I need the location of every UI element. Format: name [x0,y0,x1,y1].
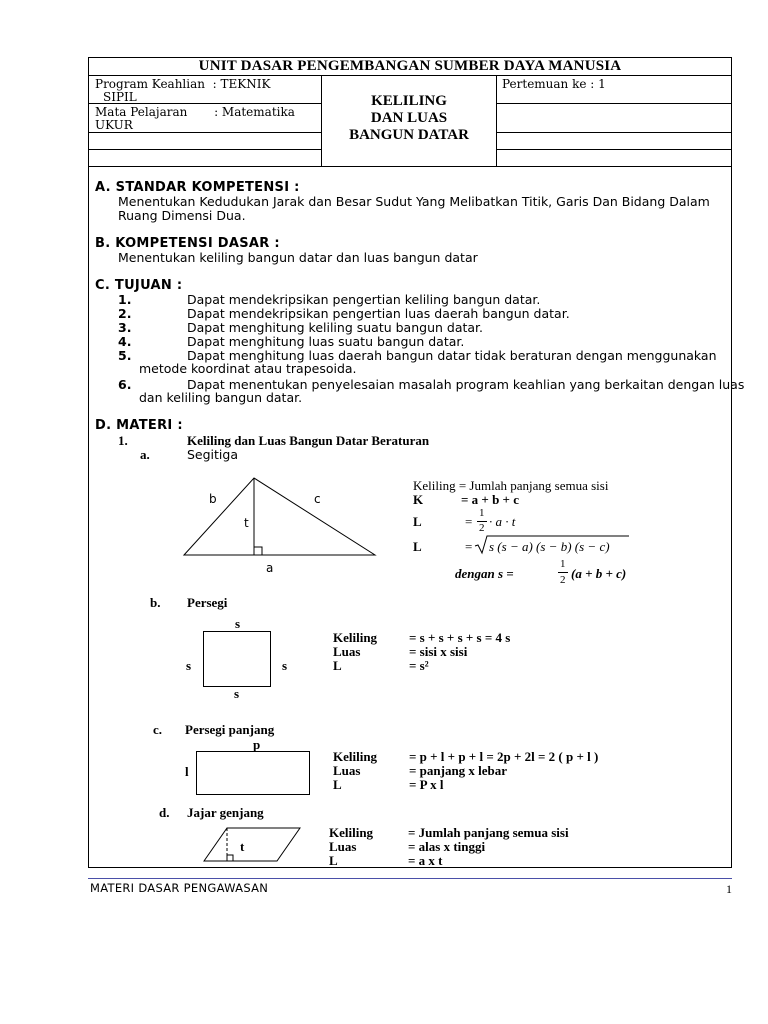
segitiga-l1-eq: = [465,514,473,529]
persegi-panjang-row-3-label: L [333,777,342,792]
tujuan-5-num: 5. [118,348,132,363]
section-b-text: Menentukan keliling bangun datar dan luas bangun datar [118,250,478,265]
jajar-genjang-row-2-value: = alas x tinggi [408,839,486,854]
rectangle-figure [196,751,310,795]
segitiga-l2-expr: s (s − a) (s − b) (s − c) [489,539,610,554]
footer-text: MATERI DASAR PENGAWASAN [90,881,269,895]
parallelogram-label-t: t [240,839,245,854]
segitiga-l2-eq: = [465,539,473,554]
persegi-panjang-row-1-value: = p + l + p + l = 2p + 2l = 2 ( p + l ) [409,749,599,764]
tujuan-3-num: 3. [118,320,132,335]
segitiga-dengan-den: 2 [560,574,566,586]
tujuan-5-cont: metode koordinat atau trapesoida. [139,361,357,376]
header-rule-right-3 [496,149,732,150]
jajar-genjang-row-3-value: = a x t [408,853,443,868]
section-c-heading: C. TUJUAN : [95,278,183,293]
program-value-cont: SIPIL [103,90,137,104]
segitiga-l1-rest: · a · t [489,514,516,529]
segitiga-dengan-num: 1 [560,558,566,570]
rect-label-l: l [185,764,189,779]
jajar-genjang-title: Jajar genjang [187,805,264,820]
persegi-panjang-row-1-label: Keliling [333,749,378,764]
segitiga-l1-frac-den: 2 [479,522,485,534]
section-d-heading: D. MATERI : [95,418,183,433]
segitiga-l1-label: L [413,514,422,529]
header-rule-left-2 [88,132,322,133]
persegi-panjang-row-2-value: = panjang x lebar [409,763,508,778]
persegi-row-2-label: Luas [333,644,361,659]
section-b-heading: B. KOMPETENSI DASAR : [95,236,280,251]
persegi-title: Persegi [187,595,228,610]
persegi-panjang-num: c. [153,722,163,737]
section-a-heading: A. STANDAR KOMPETENSI : [95,180,300,195]
triangle-label-a: a [266,561,274,575]
persegi-row-3-value: = s² [409,658,429,673]
mapel-value-cont: UKUR [95,118,133,132]
page-frame [88,57,732,868]
jajar-genjang-row-2-label: Luas [329,839,357,854]
jajar-genjang-row-1-value: = Jumlah panjang semua sisi [408,825,569,840]
tujuan-6-text: Dapat menentukan penyelesaian masalah program keahlian yang berkaitan dengan luas [187,377,745,392]
tujuan-4-num: 4. [118,334,132,349]
persegi-panjang-title: Persegi panjang [185,722,275,737]
segitiga-dengan-rest: (a + b + c) [571,566,627,581]
doc-title: KELILING DAN LUAS BANGUN DATAR [349,93,469,143]
persegi-row-1-label: Keliling [333,630,378,645]
persegi-row-3-label: L [333,658,342,673]
square-label-right: s [282,658,288,673]
footer-rule [88,878,732,879]
square-label-bottom: s [234,686,240,701]
jajar-genjang-num: d. [159,805,170,820]
mapel-label: Mata Pelajaran : Matematika [95,105,295,119]
persegi-panjang-row-2-label: Luas [333,763,361,778]
segitiga-k-formula: = a + b + c [461,492,519,507]
materi-1-title: Keliling dan Luas Bangun Datar Beraturan [187,433,430,448]
square-label-top: s [235,616,241,631]
persegi-row-2-value: = sisi x sisi [409,644,468,659]
parallelogram-figure [202,825,304,865]
jajar-genjang-row-1-label: Keliling [329,825,374,840]
tujuan-5-text: Dapat menghitung luas daerah bangun datar tidak beraturan dengan menggunakan [187,348,717,363]
segitiga-k-label: K [413,492,424,507]
tujuan-4-text: Dapat menghitung luas suatu bangun datar. [187,334,465,349]
persegi-panjang-row-3-value: = P x l [409,777,444,792]
org-title: UNIT DASAR PENGEMBANGAN SUMBER DAYA MANUSIA [198,58,622,74]
tujuan-2-num: 2. [118,306,132,321]
header-col-2 [496,75,497,166]
square-figure [203,631,271,687]
header-rule-bottom [88,166,732,167]
materi-1-num: 1. [118,433,128,448]
segitiga-l1-frac-num: 1 [479,507,485,519]
triangle-label-b: b [209,492,217,506]
tujuan-1-text: Dapat mendekripsikan pengertian keliling bangun datar. [187,292,541,307]
square-label-left: s [186,658,192,673]
section-a-text-2: Ruang Dimensi Dua. [118,208,246,223]
header-rule-right-2 [496,132,732,133]
segitiga-dengan-frac-bar [558,572,568,573]
segitiga-l2-label: L [413,539,422,554]
tujuan-6-num: 6. [118,377,132,392]
triangle-label-c: c [314,492,321,506]
program-label: Program Keahlian : TEKNIK [95,77,271,91]
header-rule-top [88,75,732,76]
segitiga-dengan: dengan s = [455,566,514,581]
tujuan-6-cont: dan keliling bangun datar. [139,390,303,405]
persegi-row-1-value: = s + s + s + s = 4 s [409,630,511,645]
jajar-genjang-row-3-label: L [329,853,338,868]
tujuan-1-num: 1. [118,292,132,307]
pertemuan: Pertemuan ke : 1 [502,77,606,91]
segitiga-num: a. [140,447,150,462]
triangle-figure [180,475,380,560]
segitiga-title: Segitiga [187,447,239,462]
page-number: 1 [726,882,732,896]
header-rule-right-1 [496,103,732,104]
rect-label-p: p [253,737,261,752]
tujuan-2-text: Dapat mendekripsikan pengertian luas daerah bangun datar. [187,306,570,321]
triangle-label-t: t [244,516,249,530]
persegi-num: b. [150,595,161,610]
segitiga-keliling-desc: Keliling = Jumlah panjang semua sisi [413,478,609,493]
tujuan-3-text: Dapat menghitung keliling suatu bangun datar. [187,320,484,335]
header-rule-left-3 [88,149,322,150]
section-a-text-1: Menentukan Kedudukan Jarak dan Besar Sudut Yang Melibatkan Titik, Garis Dan Bidang Dalam [118,194,710,209]
